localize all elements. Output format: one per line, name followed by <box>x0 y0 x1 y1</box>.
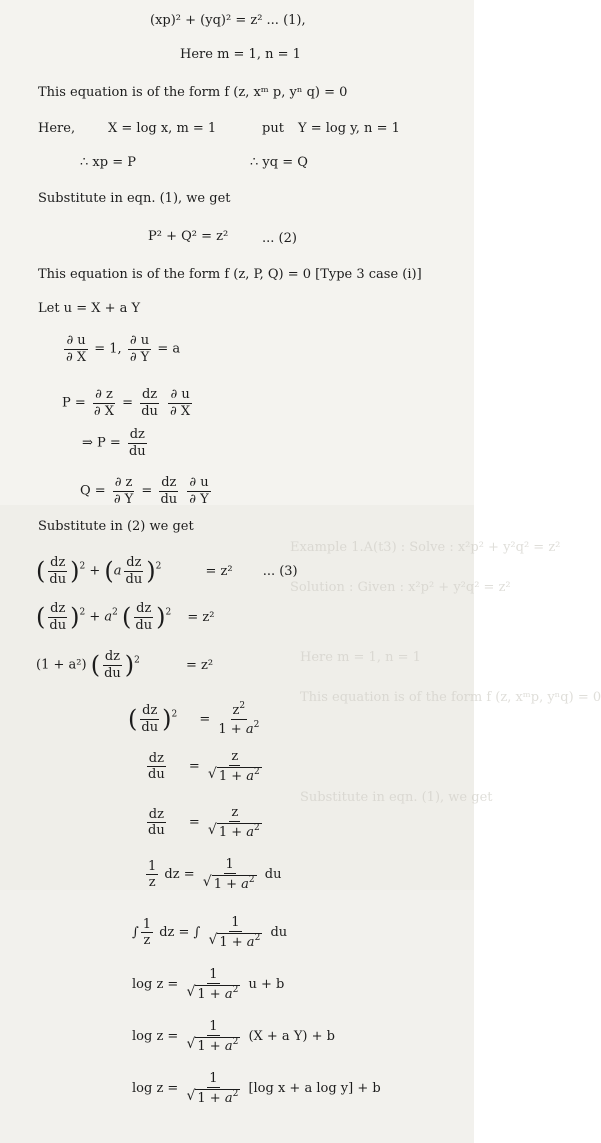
show-through-text: Example 1.A(t3) : Solve : x²p² + y²q² = z² <box>290 540 561 555</box>
equation-line: ( $\frac{dz}{du}$ )$^2$ + (a $\frac{dz}{du}$ )$^2$ = z² ... (3) <box>36 555 298 587</box>
show-through-text: Substitute in eqn. (1), we get <box>300 790 493 805</box>
show-through-text: Here m = 1, n = 1 <box>300 650 421 665</box>
text-line: This equation is of the form f (z, xᵐ p, yⁿ q) = 0 <box>38 85 348 100</box>
equation-line: P² + Q² = z² <box>148 229 229 244</box>
equation-line: ∴ xp = P <box>80 155 136 170</box>
text-line: put <box>262 121 284 136</box>
show-through-text: This equation is of the form f (z, xᵐp, yⁿq) = 0 <box>300 690 601 705</box>
text-line: Substitute in eqn. (1), we get <box>38 191 231 206</box>
equation-line: Here m = 1, n = 1 <box>180 47 301 62</box>
equation-line: (1 + a²) ( $\frac{dz}{du}$ )$^2$ = z² <box>36 649 214 681</box>
equation-line: $\frac{dz}{du}$ = z √ $1 + a^2$ <box>148 749 260 784</box>
equation-line: ( $\frac{dz}{du}$ )$^2$ = $\frac{z^2}{1 + a^2}$ <box>128 701 260 737</box>
equation-line: log z = 1 √ $1 + a^2$ [log x + a log y] + b <box>132 1071 381 1106</box>
equation-tag: ... (2) <box>262 231 297 246</box>
partial-derivatives: $\frac{\partial u}{\partial X}$ = 1, $\frac{\partial u}{\partial Y}$ = a <box>66 333 181 365</box>
equation-line: ∴ yq = Q <box>250 155 308 170</box>
equation-line: Q = $\frac{\partial z}{\partial Y}$ = $\frac{dz}{du}$ $\frac{\partial u}{\partial Y}$ <box>80 475 209 507</box>
equation-line: P = $\frac{\partial z}{\partial X}$ = $\frac{dz}{du}$ $\frac{\partial u}{\partial X}$ <box>62 387 191 419</box>
text-line: This equation is of the form f (z, P, Q) = 0 [Type 3 case (i)] <box>38 267 422 282</box>
equation-line: log z = 1 √ $1 + a^2$ u + b <box>132 967 285 1002</box>
equation-line: (xp)² + (yq)² = z² ... (1), <box>150 13 306 28</box>
equation-line: $\frac{dz}{du}$ = z √ $1 + a^2$ <box>148 805 260 840</box>
equation-line: X = log x, m = 1 <box>108 121 217 136</box>
equation-line: ( $\frac{dz}{du}$ )$^2 + a^2$ ( $\frac{dz}{du}$ )$^2$ = z² <box>36 601 215 633</box>
text-line: Let u = X + a Y <box>38 301 141 316</box>
equation-line: ∫ $\frac{1}{z}$ dz = ∫ 1 √ $1 + a^2$ du <box>132 915 288 950</box>
show-through-text: Solution : Given : x²p² + y²q² = z² <box>290 580 511 595</box>
equation-line: $\frac{1}{z}$ dz = 1 √ $1 + a^2$ du <box>148 857 282 892</box>
text-line: Here, <box>38 121 76 136</box>
text-line: Substitute in (2) we get <box>38 519 194 534</box>
equation-line: Y = log y, n = 1 <box>298 121 400 136</box>
equation-line: ⇒ P = $\frac{dz}{du}$ <box>82 427 146 459</box>
equation-line: log z = 1 √ $1 + a^2$ (X + a Y) + b <box>132 1019 335 1054</box>
scan-section-1 <box>0 0 474 505</box>
